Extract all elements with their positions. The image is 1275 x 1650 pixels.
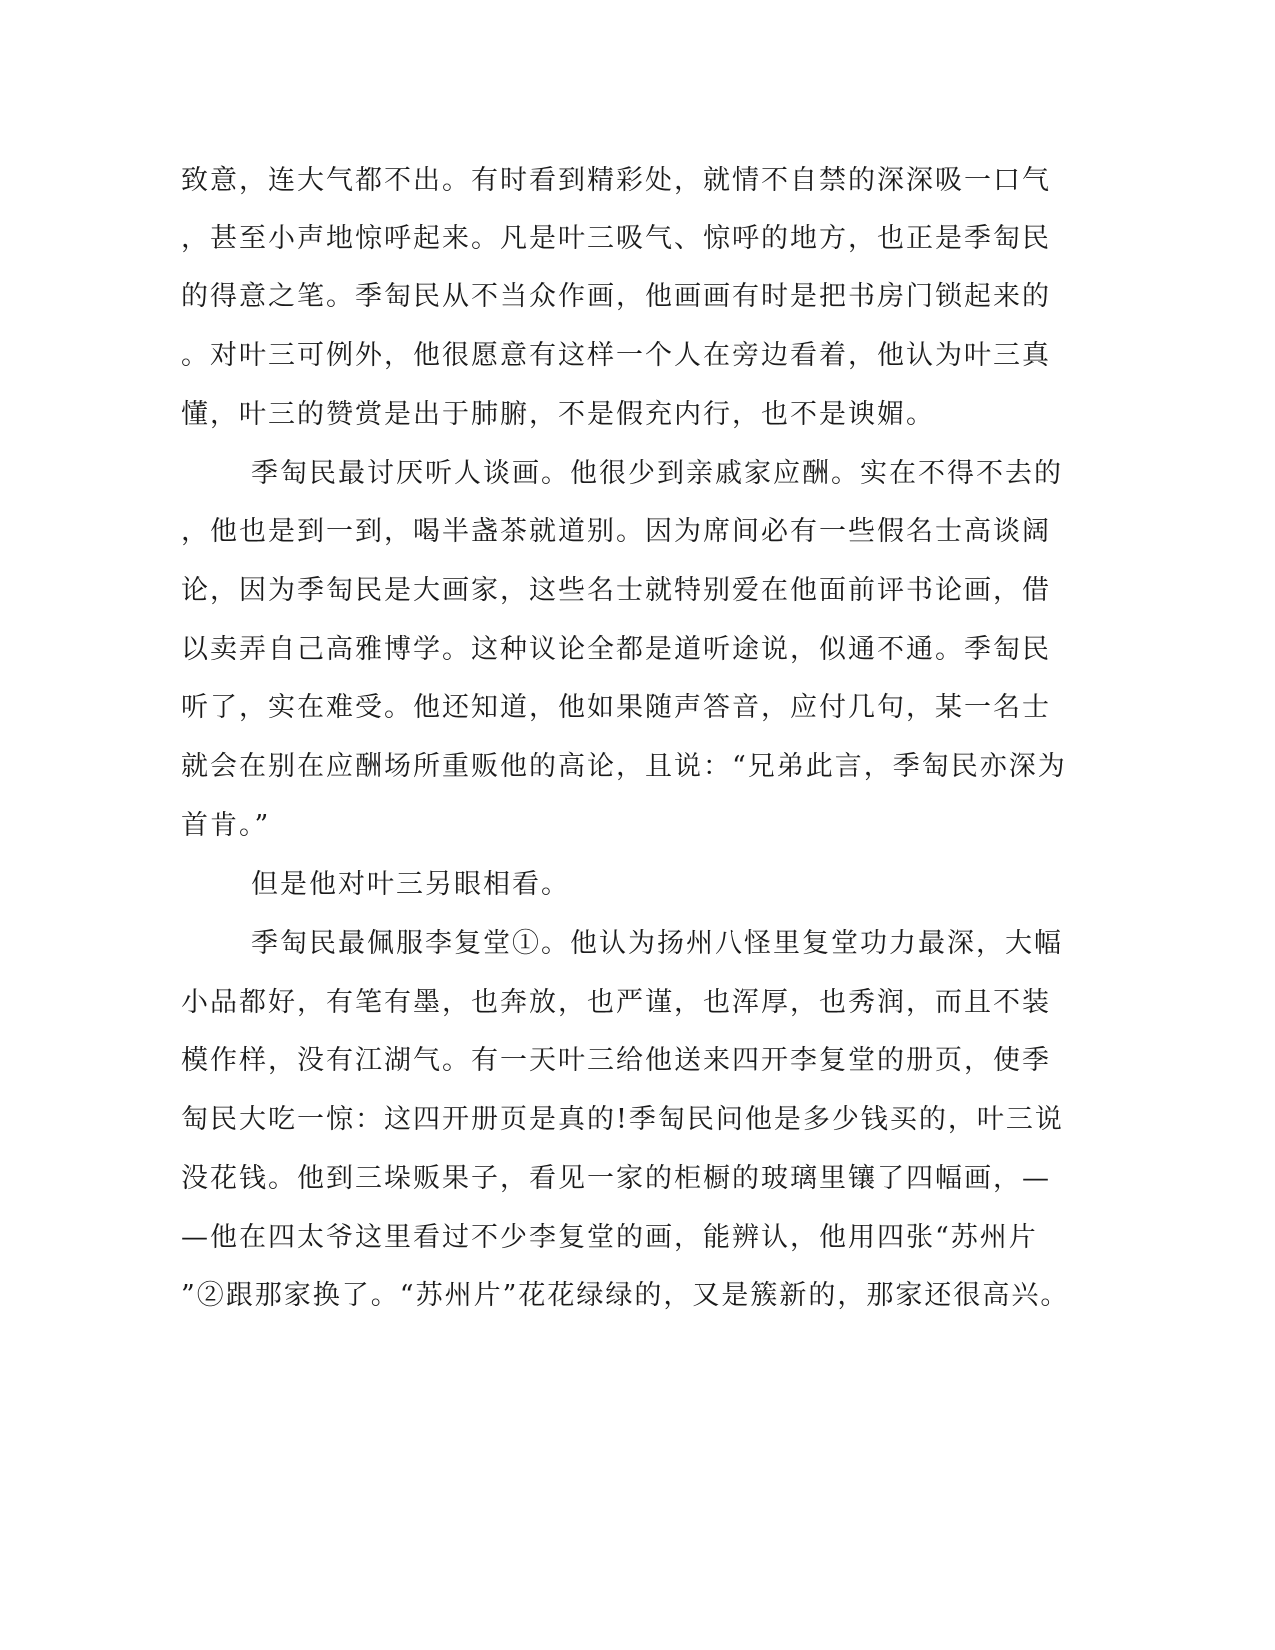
text-line: 没花钱。他到三垛贩果子，看见一家的柜橱的玻璃里镶了四幅画，— <box>181 1163 1051 1194</box>
text-line: ，他也是到一到，喝半盏茶就道别。因为席间必有一些假名士高谈阔 <box>181 516 1051 547</box>
paragraph-start-line: 季匋民最佩服李复堂①。他认为扬州八怪里复堂功力最深，大幅 <box>251 928 1063 959</box>
paragraph-start-line: 季匋民最讨厌听人谈画。他很少到亲戚家应酬。实在不得不去的 <box>251 458 1063 489</box>
paragraph-start-line: 但是他对叶三另眼相看。 <box>251 869 570 900</box>
text-line: ”②跟那家换了。“苏州片”花花绿绿的，又是簇新的，那家还很高兴。 <box>181 1280 1070 1311</box>
text-line: 致意，连大气都不出。有时看到精彩处，就情不自禁的深深吸一口气 <box>181 165 1051 196</box>
text-line: 以卖弄自己高雅博学。这种议论全都是道听途说，似通不通。季匋民 <box>181 634 1051 665</box>
text-line: 小品都好，有笔有墨，也奔放，也严谨，也浑厚，也秀润，而且不装 <box>181 987 1051 1018</box>
text-line: 懂，叶三的赞赏是出于肺腑，不是假充内行，也不是谀媚。 <box>181 399 935 430</box>
text-line: 模作样，没有江湖气。有一天叶三给他送来四开李复堂的册页，使季 <box>181 1045 1051 1076</box>
text-line: —他在四太爷这里看过不少李复堂的画，能辨认，他用四张“苏州片 <box>181 1222 1038 1253</box>
text-line: 的得意之笔。季匋民从不当众作画，他画画有时是把书房门锁起来的 <box>181 281 1051 312</box>
text-line: 首肯。” <box>181 810 271 841</box>
text-line: 论，因为季匋民是大画家，这些名士就特别爱在他面前评书论画，借 <box>181 575 1051 606</box>
text-line: 。对叶三可例外，他很愿意有这样一个人在旁边看着，他认为叶三真 <box>181 340 1051 371</box>
text-line: 听了，实在难受。他还知道，他如果随声答音，应付几句，某一名士 <box>181 692 1051 723</box>
text-line: 就会在别在应酬场所重贩他的高论，且说：“兄弟此言，季匋民亦深为 <box>181 751 1067 782</box>
text-line: ，甚至小声地惊呼起来。凡是叶三吸气、惊呼的地方，也正是季匋民 <box>181 223 1051 254</box>
text-line: 匋民大吃一惊：这四开册页是真的!季匋民问他是多少钱买的，叶三说 <box>181 1104 1064 1135</box>
